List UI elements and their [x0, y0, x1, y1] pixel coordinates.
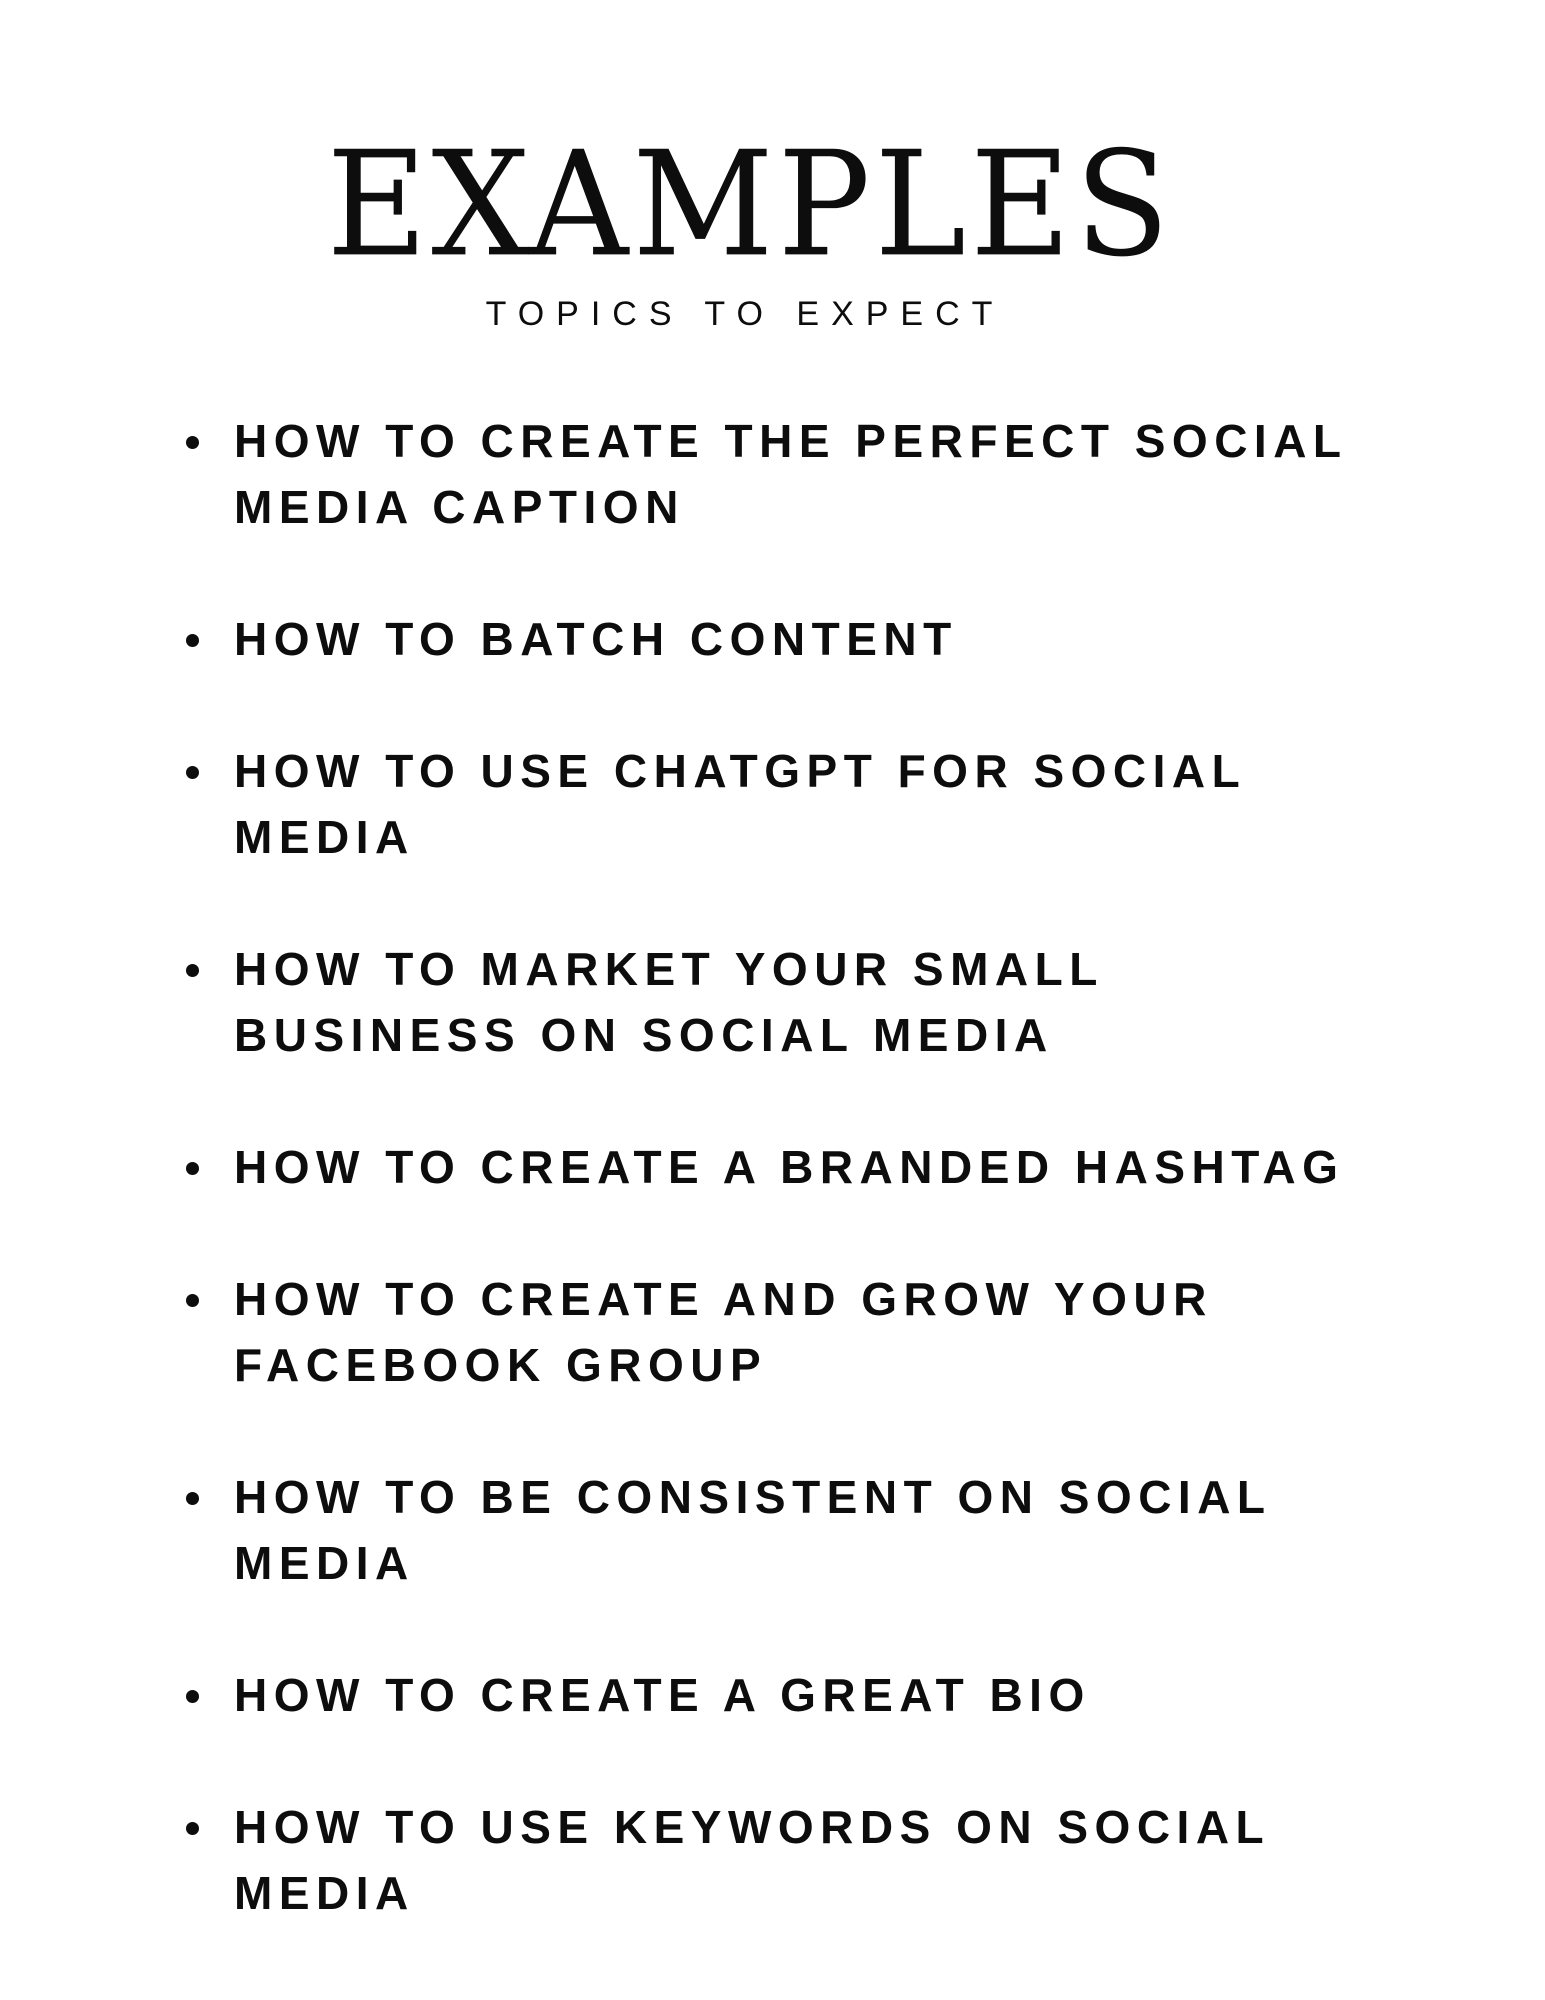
topic-line: HOW TO CREATE A GREAT BIO — [234, 1669, 1091, 1721]
topic-line: MEDIA — [234, 1537, 415, 1589]
list-item — [186, 738, 1426, 870]
topic-line: BUSINESS ON SOCIAL MEDIA — [234, 1009, 1054, 1061]
bullet-icon — [186, 1294, 199, 1307]
bullet-icon — [186, 634, 199, 647]
bullet-icon — [186, 1492, 199, 1505]
bullet-icon — [186, 1822, 199, 1835]
topic-line: HOW TO USE KEYWORDS ON SOCIAL — [234, 1801, 1271, 1853]
list-item — [186, 408, 1426, 540]
topic-line: HOW TO CREATE A BRANDED HASHTAG — [234, 1141, 1345, 1193]
bullet-icon — [186, 1162, 199, 1175]
list-item — [186, 1794, 1426, 1926]
bullet-icon — [186, 436, 199, 449]
list-item — [186, 1134, 1426, 1200]
list-item — [186, 1464, 1426, 1596]
bullet-icon — [186, 1690, 199, 1703]
list-item — [186, 606, 1426, 672]
page-title: EXAMPLES — [326, 119, 1174, 289]
topic-line: HOW TO CREATE THE PERFECT SOCIAL — [234, 415, 1348, 467]
list-item — [186, 1662, 1426, 1728]
bullet-icon — [186, 964, 199, 977]
topic-line: HOW TO BE CONSISTENT ON SOCIAL — [234, 1471, 1272, 1523]
topic-line: MEDIA — [234, 1867, 415, 1919]
topic-line: MEDIA — [234, 811, 415, 863]
topic-line: HOW TO BATCH CONTENT — [234, 613, 958, 665]
topic-line: HOW TO MARKET YOUR SMALL — [234, 943, 1104, 995]
topic-line: FACEBOOK GROUP — [234, 1339, 768, 1391]
topic-line: MEDIA CAPTION — [234, 481, 685, 533]
topic-line: HOW TO USE CHATGPT FOR SOCIAL — [234, 745, 1247, 797]
topic-list — [186, 408, 1426, 1992]
bullet-icon — [186, 766, 199, 779]
page-subtitle: TOPICS TO EXPECT — [485, 295, 1005, 333]
list-item — [186, 1266, 1426, 1398]
list-item — [186, 936, 1426, 1068]
topic-line: HOW TO CREATE AND GROW YOUR — [234, 1273, 1213, 1325]
